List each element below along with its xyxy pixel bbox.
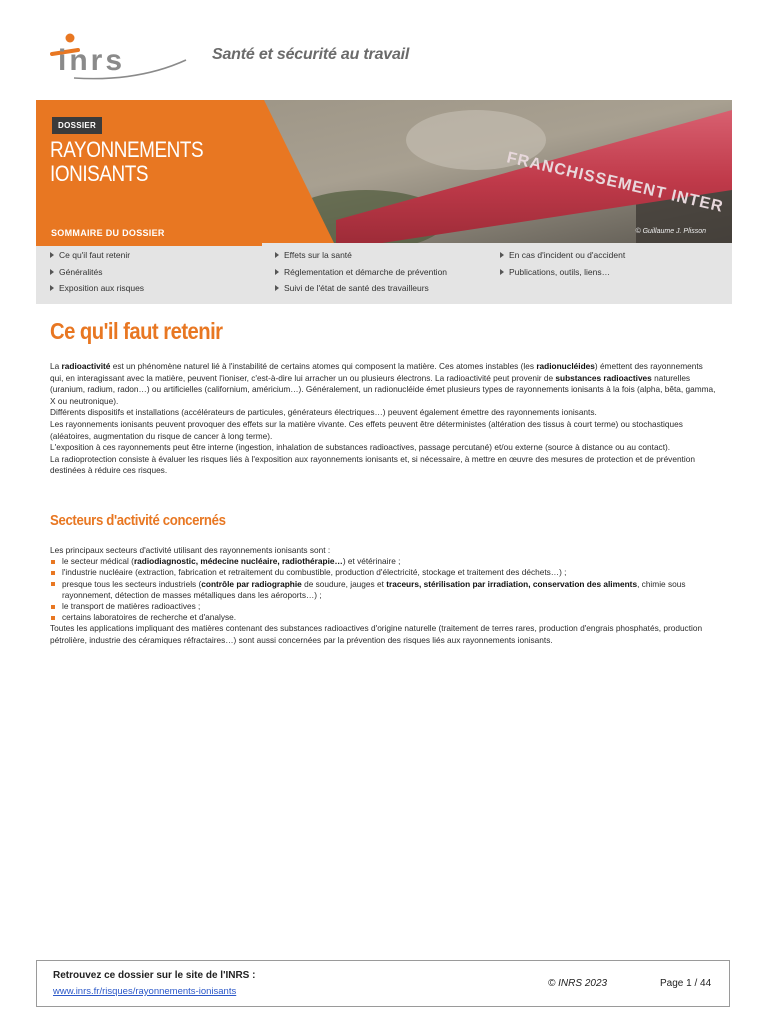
toc-item-reglementation[interactable]: Réglementation et démarche de prévention bbox=[275, 267, 447, 277]
active-marker bbox=[36, 243, 262, 246]
page-header bbox=[0, 0, 768, 100]
bullet-icon bbox=[51, 616, 55, 620]
photo-credit: © Guillaume J. Plisson bbox=[635, 228, 706, 235]
section-heading: Ce qu'il faut retenir bbox=[50, 318, 223, 344]
caret-right-icon bbox=[275, 252, 279, 258]
intro-text bbox=[50, 361, 718, 477]
caret-right-icon bbox=[50, 285, 54, 291]
subsection-heading: Secteurs d'activité concernés bbox=[50, 512, 226, 529]
toc-item-incident[interactable]: En cas d'incident ou d'accident bbox=[500, 250, 625, 260]
dossier-badge: DOSSIER bbox=[52, 117, 102, 134]
inrs-logo bbox=[48, 32, 190, 82]
list-item: le transport de matières radioactives ; bbox=[50, 601, 718, 612]
dossier-banner bbox=[36, 100, 732, 243]
toc-item-suivi[interactable]: Suivi de l'état de santé des travailleurs bbox=[275, 283, 429, 293]
tagline: Santé et sécurité au travail bbox=[212, 46, 410, 63]
paragraph: Les rayonnements ionisants peuvent provoquer des effets sur la matière vivante. Ces effets peuvent être déterministes (altération des tissus à court terme) ou stochastiques (aléatoires, augmentation du risque de cancer à long terme). bbox=[50, 418, 683, 441]
page-number: Page 1 / 44 bbox=[660, 978, 712, 989]
list-item: presque tous les secteurs industriels (contrôle par radiographie de soudure, jauges et traceurs, stérilisation par irradiation, conservation des aliments, chimie sous rayonnement, détection de masses métalliques dans les aéroports…) ; bbox=[50, 579, 718, 601]
dossier-summary-nav bbox=[36, 243, 732, 304]
sectors-text bbox=[50, 545, 718, 646]
svg-text:inrs: inrs bbox=[58, 44, 126, 77]
list-item: certains laboratoires de recherche et d'analyse. bbox=[50, 612, 718, 623]
list-item: l'industrie nucléaire (extraction, fabrication et retraitement du combustible, production d'électricité, stockage et traitement des déchets…) ; bbox=[50, 567, 718, 578]
bullet-icon bbox=[51, 571, 55, 575]
toc-item-effets[interactable]: Effets sur la santé bbox=[275, 250, 352, 260]
paragraph: Toutes les applications impliquant des matières contenant des substances radioactives d'origine naturelle (traitement de terres rares, production d'engrais phosphatés, production pétrolière, industrie des céramiques réfractaires…) sont aussi concernées par la prévention des risques liés aux rayonnements ionisants. bbox=[50, 623, 703, 645]
summary-label: SOMMAIRE DU DOSSIER bbox=[51, 228, 165, 238]
caret-right-icon bbox=[50, 269, 54, 275]
toc-item-publications[interactable]: Publications, outils, liens… bbox=[500, 267, 610, 277]
list-item: le secteur médical (radiodiagnostic, médecine nucléaire, radiothérapie…) et vétérinaire ; bbox=[50, 556, 718, 567]
footer-copyright: © INRS 2023 bbox=[548, 978, 608, 989]
bullet-icon bbox=[51, 560, 55, 564]
paragraph: La radioactivité est un phénomène naturel lié à l'instabilité de certains atomes qui composent la matière. Ces atomes instables (les radionucléides) émettent des rayonnements qui, en interagissant avec la matière, peuvent l'ioniser, c'est-à-dire lui arracher un ou plusieurs électrons. La radioactivité peut provenir de substances radioactives naturelles (uranium, radium, radon…) ou artificielles (californium, américium…). Généralement, un radionucléide émet plusieurs types de rayonnements ionisants à la fois (alpha, bêta, gamma, X ou neutronique). bbox=[50, 361, 716, 406]
toc-item-generalites[interactable]: Généralités bbox=[50, 267, 102, 277]
paragraph: Différents dispositifs et installations (accélérateurs de particules, générateurs électriques…) peuvent également émettre des rayonnements ionisants. bbox=[50, 407, 597, 418]
caret-right-icon bbox=[275, 269, 279, 275]
footer-title: Retrouvez ce dossier sur le site de l'INRS : bbox=[53, 970, 256, 981]
page-footer bbox=[36, 960, 730, 1007]
svg-text:FRANCHISSEMENT INTER: FRANCHISSEMENT INTER bbox=[505, 149, 726, 216]
dossier-link[interactable]: www.inrs.fr/risques/rayonnements-ionisants bbox=[53, 986, 237, 997]
paragraph: Les principaux secteurs d'activité utilisant des rayonnements ionisants sont : bbox=[50, 545, 331, 555]
bullet-icon bbox=[51, 605, 55, 609]
dossier-title: RAYONNEMENTS IONISANTS bbox=[50, 137, 204, 186]
bullet-icon bbox=[51, 582, 55, 586]
paragraph: La radioprotection consiste à évaluer les risques liés à l'exposition aux rayonnements ionisants et, si nécessaire, à mettre en œuvre des mesures de protection et de prévention destinées à réduire ces risques. bbox=[50, 453, 695, 476]
toc-item-retenir[interactable]: Ce qu'il faut retenir bbox=[50, 250, 130, 260]
sectors-list bbox=[50, 556, 718, 623]
caret-right-icon bbox=[275, 285, 279, 291]
toc-item-exposition[interactable]: Exposition aux risques bbox=[50, 283, 144, 293]
caret-right-icon bbox=[500, 252, 504, 258]
paragraph: L'exposition à ces rayonnements peut être interne (ingestion, inhalation de substances radioactives, passage percutané) et/ou externe (source à distance ou au contact). bbox=[50, 442, 671, 453]
caret-right-icon bbox=[500, 269, 504, 275]
caret-right-icon bbox=[50, 252, 54, 258]
